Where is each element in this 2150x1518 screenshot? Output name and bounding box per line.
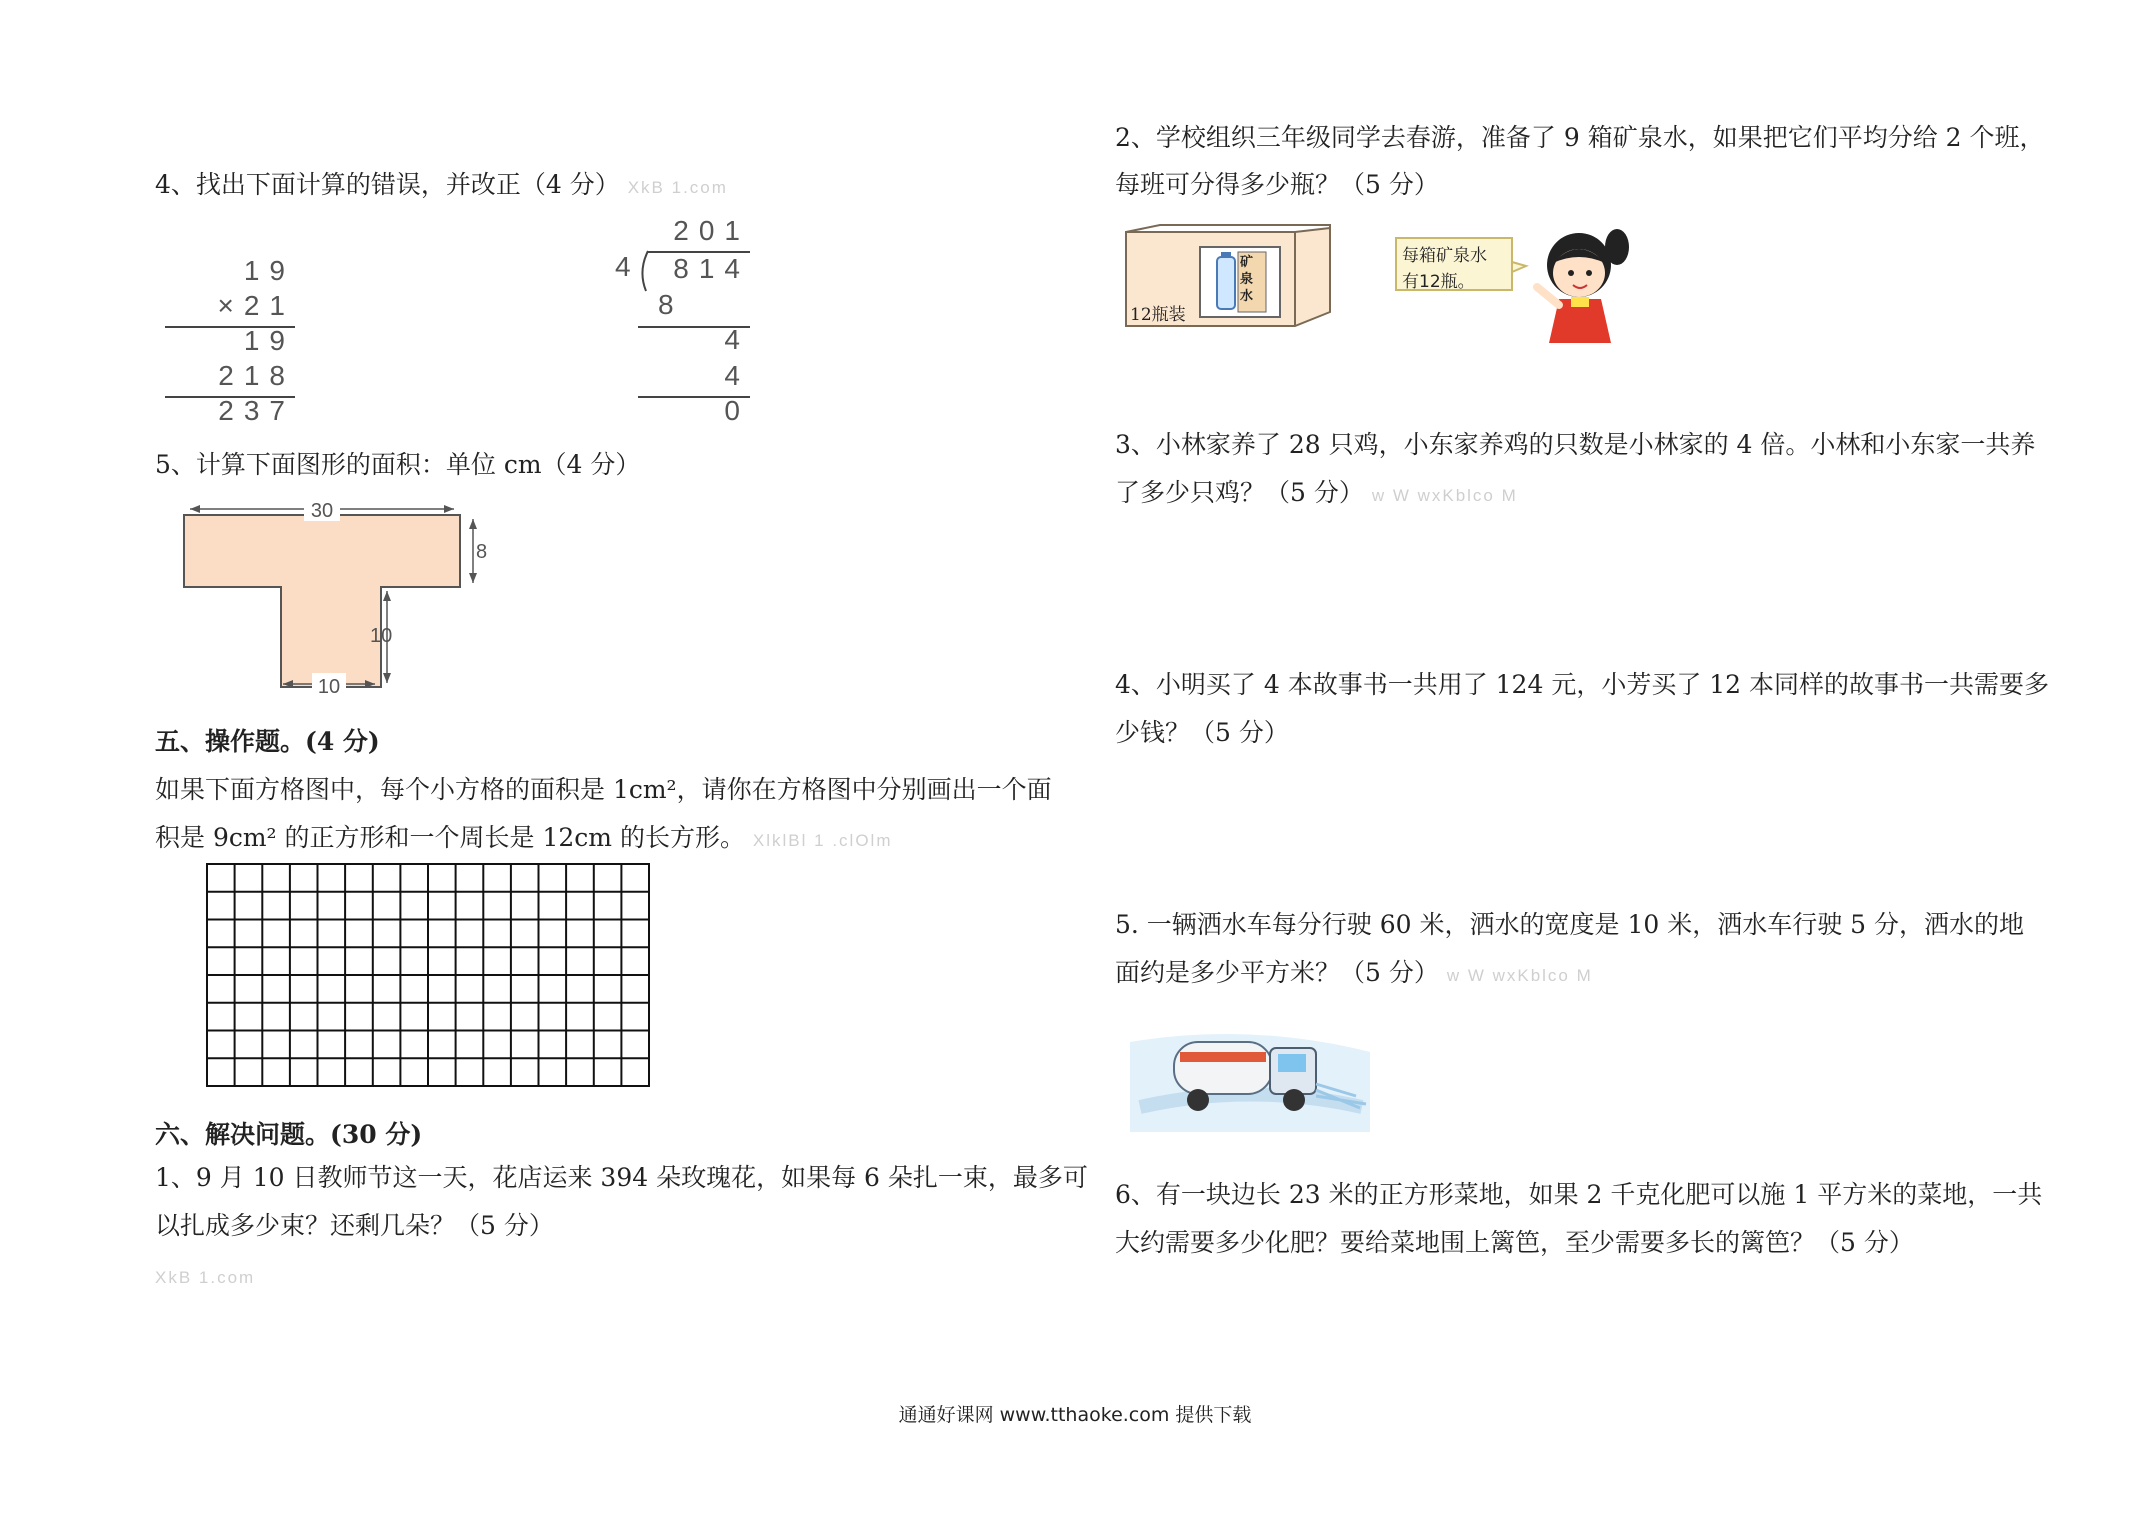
truck-tank: [1174, 1042, 1272, 1094]
watermark: w W wxKblco M: [1446, 966, 1593, 985]
mult-row-2: ×21: [217, 290, 295, 321]
t-shape-figure: [170, 495, 500, 700]
square-grid[interactable]: [205, 862, 653, 1090]
watermark: w W wxKblco M: [1371, 486, 1518, 505]
div-step-4: 0: [724, 395, 750, 426]
section-5-text-1: 如果下面方格图中，每个小方格的面积是 1cm²，请你在方格图中分别画出一个面: [155, 775, 1052, 804]
section-5-text-2: 积是 9cm² 的正方形和一个周长是 12cm 的长方形。 XlklBl 1 .clOlm: [155, 823, 893, 852]
girl-icon: [1525, 225, 1635, 355]
mult-row-5: 237: [218, 395, 295, 426]
bottle-icon: [1217, 257, 1235, 309]
bubble-line-1: 每箱矿泉水: [1402, 246, 1487, 266]
r-q5-text-2: 面约是多少平方米？（5 分） w W wxKblco M: [1115, 958, 1593, 987]
r-q2-text-2: 每班可分得多少瓶？（5 分）: [1115, 170, 1439, 199]
section-5-heading: 五、操作题。(4 分): [155, 727, 380, 756]
div-bracket: [636, 249, 652, 293]
bubble-line-2: 有12瓶。: [1402, 272, 1475, 292]
watermark: XkB 1.com: [627, 178, 728, 197]
r-q4-text-2: 少钱？（5 分）: [1115, 718, 1289, 747]
footer-text: 通通好课网 www.tthaoke.com 提供下载: [898, 1404, 1252, 1426]
div-divisor: 4: [615, 251, 641, 282]
long-division-work: [610, 215, 750, 425]
div-dividend: 814: [673, 253, 750, 284]
dim-stem-width: 10: [317, 676, 341, 698]
box-label: 12瓶装: [1130, 305, 1186, 325]
div-quotient: 201: [673, 215, 750, 246]
multiplication-work: [165, 255, 295, 430]
s6-q1-text-2: 以扎成多少束？还剩几朵？（5 分）: [155, 1211, 554, 1240]
mult-row-4: 218: [218, 360, 295, 391]
water-box-illustration: [1120, 222, 1335, 332]
section-6-heading: 六、解决问题。(30 分): [155, 1120, 423, 1149]
q5-title: 5、计算下面图形的面积：单位 cm（4 分）: [155, 450, 641, 479]
r-q2-text-1: 2、学校组织三年级同学去春游，准备了 9 箱矿泉水，如果把它们平均分给 2 个班，: [1115, 123, 2045, 152]
div-step-2: 4: [724, 324, 750, 355]
t-shape: [184, 515, 460, 687]
watermark: XkB 1.com: [155, 1268, 256, 1287]
dim-top: 30: [310, 500, 334, 522]
dim-right: 8: [476, 541, 488, 563]
r-q5-text-1: 5. 一辆洒水车每分行驶 60 米，洒水的宽度是 10 米，洒水车行驶 5 分，洒水的地: [1115, 910, 2025, 939]
r-q6-text-2: 大约需要多少化肥？要给菜地围上篱笆，至少需要多长的篱笆？（5 分）: [1115, 1228, 1914, 1257]
watermark: XlklBl 1 .clOlm: [752, 831, 893, 850]
div-step-3: 4: [724, 360, 750, 391]
r-q4-text-1: 4、小明买了 4 本故事书一共用了 124 元，小芳买了 12 本同样的故事书一共需要多: [1115, 670, 2050, 699]
mult-row-1: 19: [243, 255, 295, 286]
s6-q1-text-1: 1、9 月 10 日教师节这一天，花店运来 394 朵玫瑰花，如果每 6 朵扎一束，最多可: [155, 1163, 1088, 1192]
dim-stem-height: 10: [370, 625, 393, 647]
r-q6-text-1: 6、有一块边长 23 米的正方形菜地，如果 2 千克化肥可以施 1 平方米的菜地，一共: [1115, 1180, 2043, 1209]
speech-bubble-text: [1402, 243, 1487, 295]
water-truck-illustration: [1130, 1012, 1370, 1132]
r-q3-text-1: 3、小林家养了 28 只鸡，小东家养鸡的只数是小林家的 4 倍。小林和小东家一共养: [1115, 430, 2036, 459]
r-q3-text-2: 了多少只鸡？（5 分） w W wxKblco M: [1115, 478, 1518, 507]
div-step-1: 8: [658, 289, 684, 320]
q4-title: 4、找出下面计算的错误，并改正（4 分） XkB 1.com: [155, 170, 728, 199]
mult-row-3: 19: [243, 325, 295, 356]
bottle-label: 矿泉水: [1240, 255, 1254, 304]
